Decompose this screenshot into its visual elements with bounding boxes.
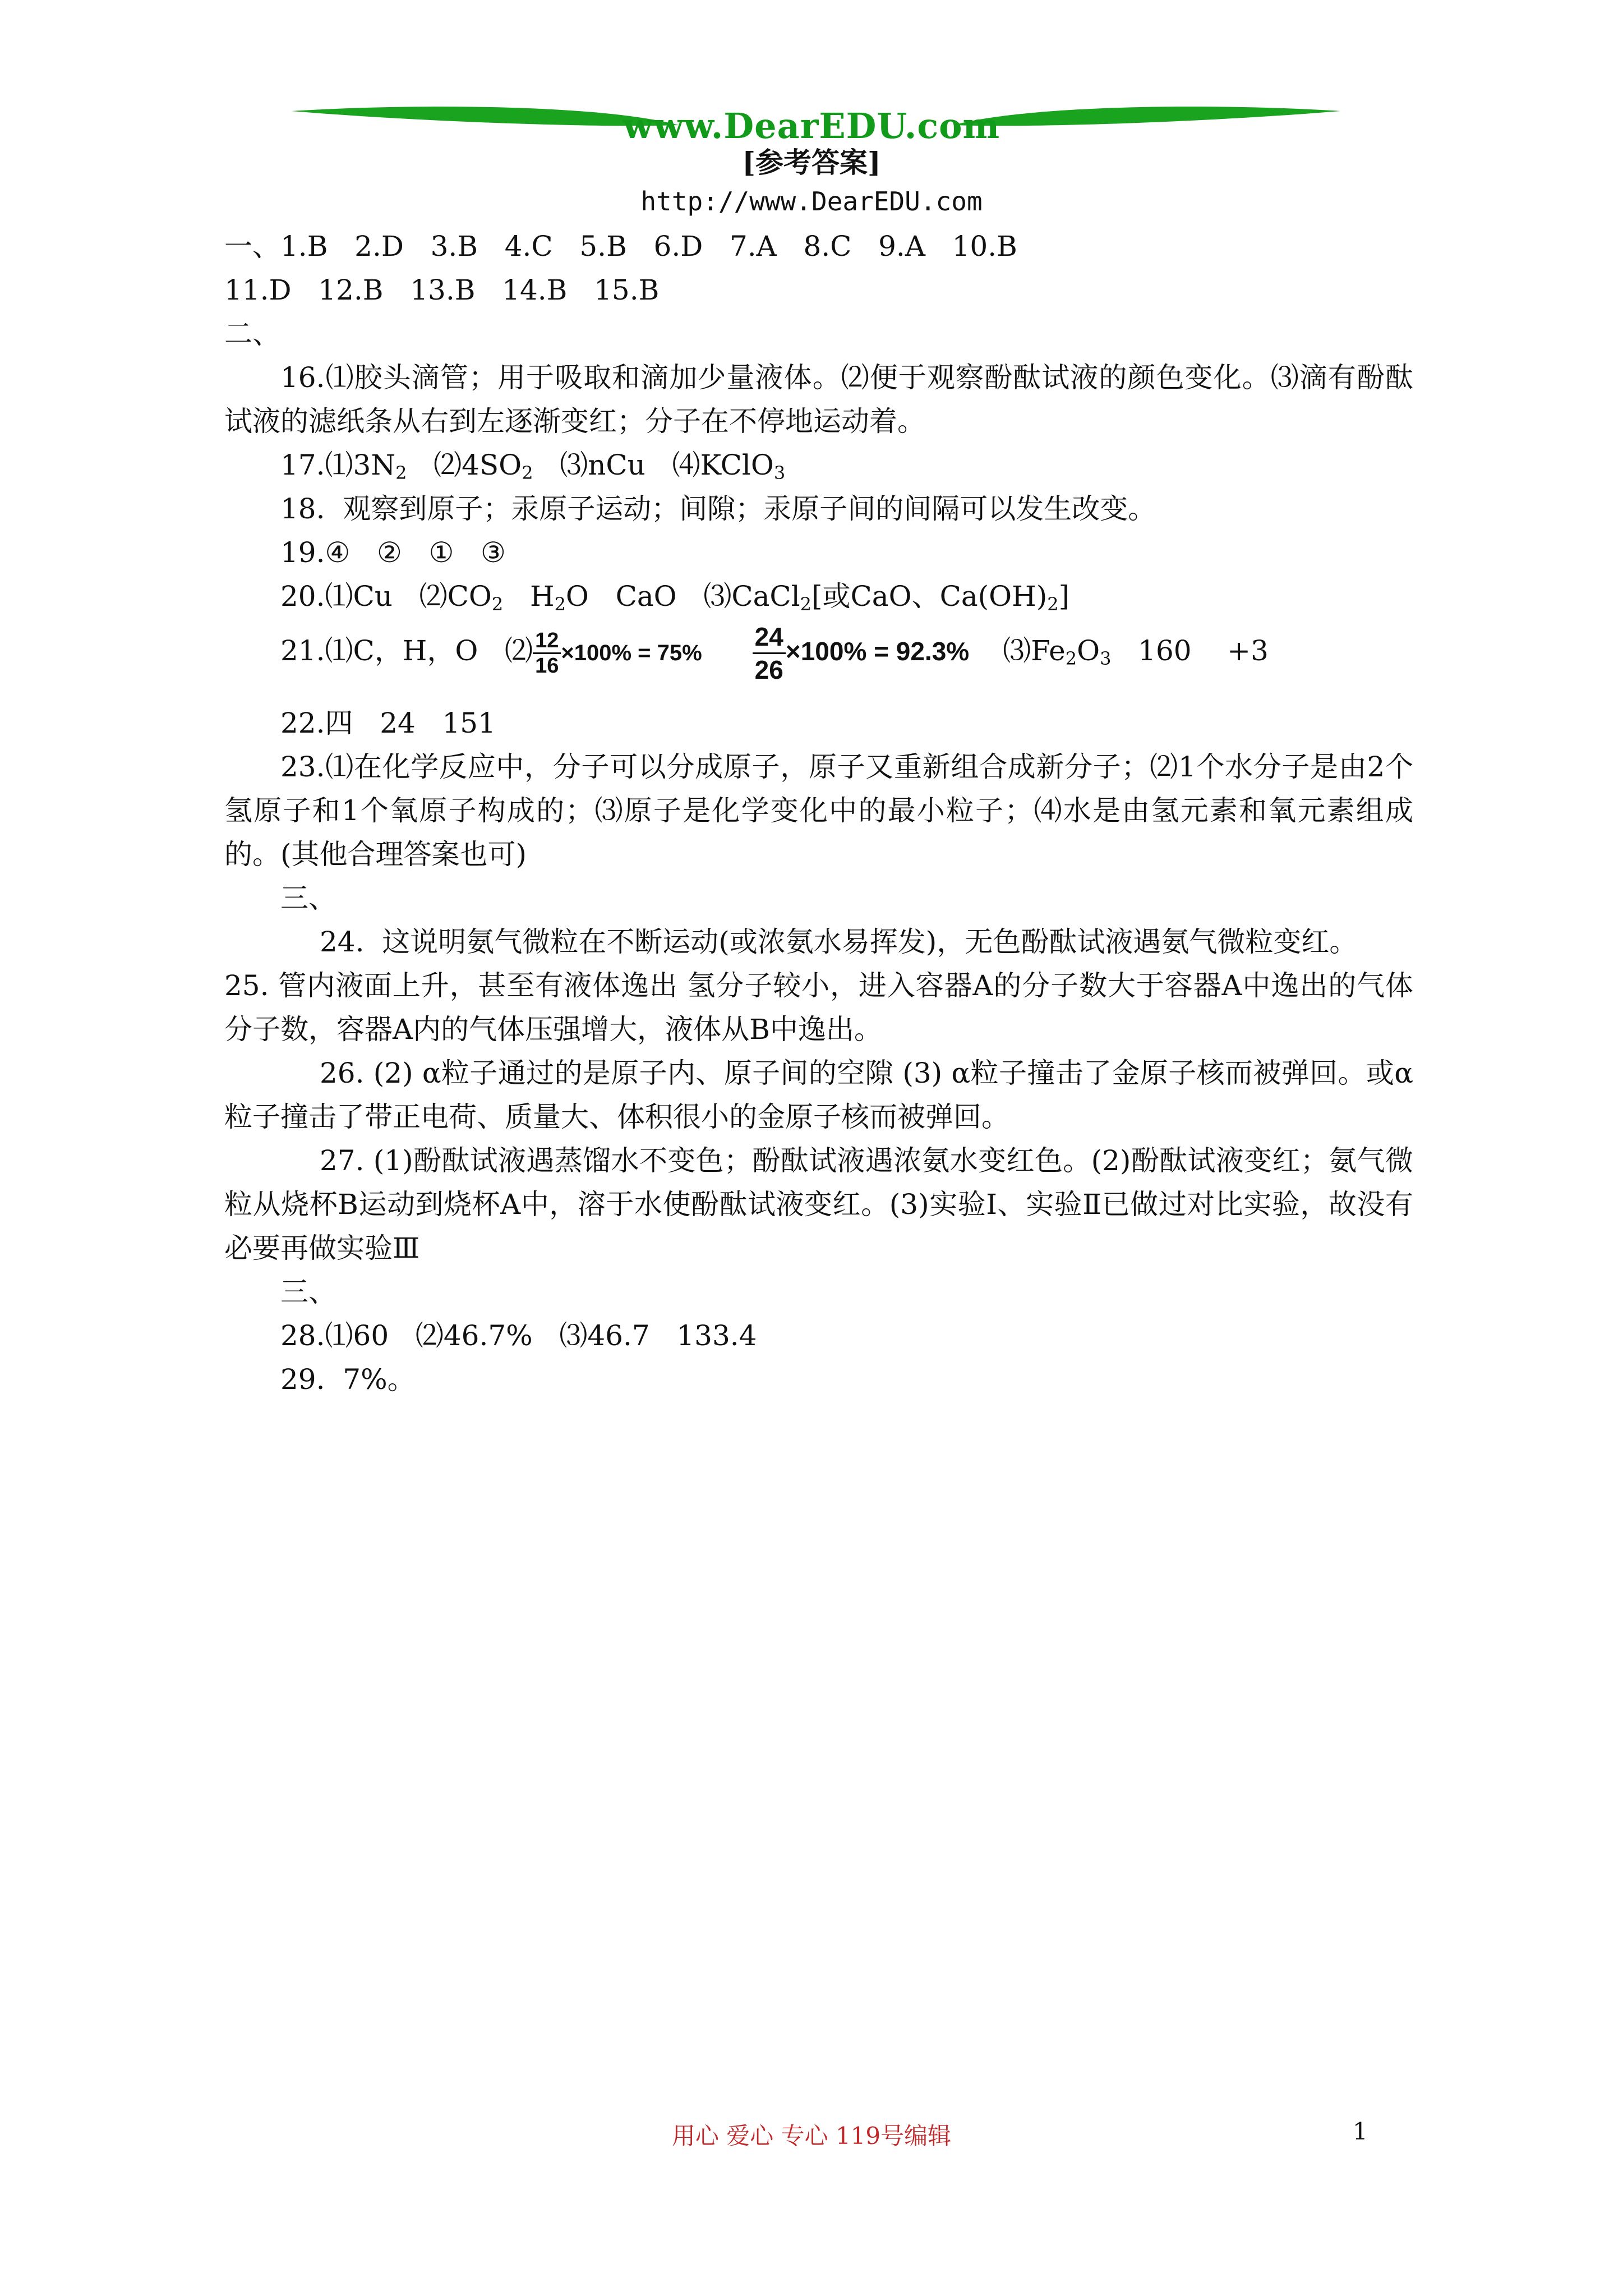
answer-22: 22.四 24 151 xyxy=(280,707,496,739)
page-title: [参考答案] xyxy=(742,146,881,179)
answer-line-2: 11.D 12.B 13.B 14.B 15.B xyxy=(224,274,660,306)
page-number: 1 xyxy=(1353,2118,1368,2145)
answer-29: 29. 7%。 xyxy=(280,1363,416,1396)
section-three-heading: 三、 xyxy=(280,882,336,914)
answer-26: 26. (2) α粒子通过的是原子内、原子间的空隙 (3) α粒子撞击了金原子核而被弹回。或α粒子撞击了带正电荷、质量大、体积很小的金原子核而被弹回。 xyxy=(224,1057,1413,1133)
answer-21: 21.⑴C，H，O ⑵ $\frac{12}{16}$ ×100% = 75% $\frac{24}{26}$ ×100% = 92.3% $⑶Fe_2O_3$ 160 +3 xyxy=(280,622,1269,684)
answer-23: 23.⑴在化学反应中，分子可以分成原子，原子又重新组合成新分子；⑵1个水分子是由2个氢原子和1个氧原子构成的；⑶原子是化学变化中的最小粒子；⑷水是由氢元素和氧元素组成的。(其他合理答案也可) xyxy=(224,751,1413,871)
answer-18: 18. 观察到原子；汞原子运动；间隙；汞原子间的间隔可以发生改变。 xyxy=(280,493,1156,525)
fraction-12-16: $\frac{12}{16}$ xyxy=(533,629,561,678)
answer-24: 24. 这说明氨气微粒在不断运动(或浓氨水易挥发)，无色酚酞试液遇氨气微粒变红。 xyxy=(320,926,1358,958)
answer-17: $17.⑴3N_2$ $⑵4SO_2$ ⑶nCu ⑷KClO$_3$ xyxy=(280,449,786,484)
fraction-24-26: $\frac{24}{26}$ xyxy=(753,621,786,685)
section-three-heading-2: 三、 xyxy=(280,1276,336,1308)
answer-line-1: 一、1.B 2.D 3.B 4.C 5.B 6.D 7.A 8.C 9.A 10.B xyxy=(224,230,1017,263)
answer-16: 16.⑴胶头滴管；用于吸取和滴加少量液体。⑵便于观察酚酞试液的颜色变化。⑶滴有酚酞试液的滤纸条从右到左逐渐变红；分子在不停地运动着。 xyxy=(224,361,1413,438)
answer-19: 19.④ ② ① ③ xyxy=(280,536,506,569)
footer-editor-note: 用心 爱心 专心 119号编辑 xyxy=(671,2122,952,2150)
site-url[interactable]: http://www.DearEDU.com xyxy=(640,186,983,217)
section-two-heading: 二、 xyxy=(224,318,280,350)
answer-28: 28.⑴60 ⑵46.7% ⑶46.7 133.4 xyxy=(280,1319,757,1352)
answer-25: 25. 管内液面上升，甚至有液体逸出 氢分子较小，进入容器A的分子数大于容器A中逸出的气体分子数，容器A内的气体压强增大，液体从B中逸出。 xyxy=(224,969,1413,1046)
answer-20: 20.⑴Cu $⑵CO_2$ $H_2O$ CaO ⑶CaCl$_2$[或CaO、$Ca(OH)_2$] xyxy=(280,580,1070,615)
answer-27: 27. (1)酚酞试液遇蒸馏水不变色；酚酞试液遇浓氨水变红色。(2)酚酞试液变红；氨气微粒从烧杯B运动到烧杯A中，溶于水使酚酞试液变红。(3)实验Ⅰ、实验Ⅱ已做过对比实验，故没有必要再做实验Ⅲ xyxy=(224,1144,1413,1264)
site-logo[interactable]: www.DearEDU.com xyxy=(623,105,1000,146)
